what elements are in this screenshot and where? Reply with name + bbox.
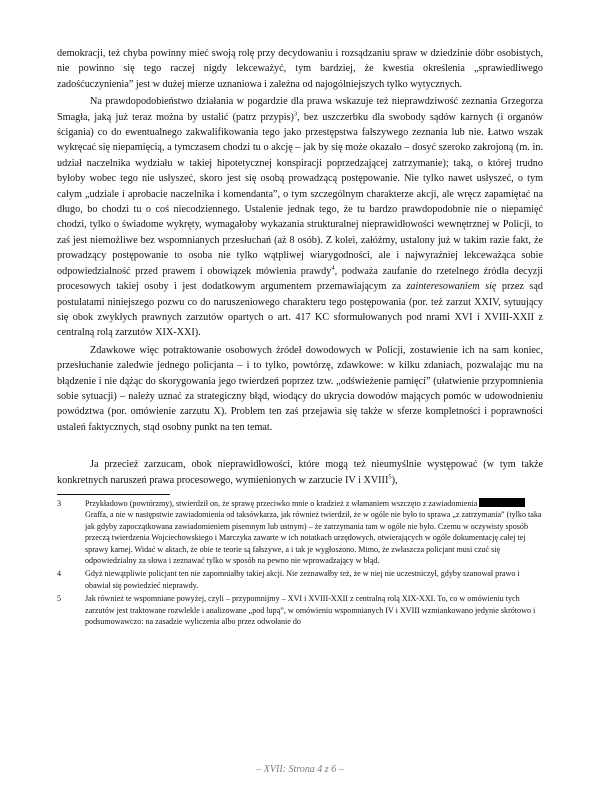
paragraph-2-text-b: , bez uszczerbku dla swobody sądów karnych (i organów ścigania) co do ewentualnego zakwalifikowania tego jako przestępstwa fałszywego zeznania lub nie. Łatwo wszak wykręcać się niepamięcią, a tymczasem chodzi tu o akcję – jak by się może okazało – dosyć szeroko zakrojoną (m. in. udział naczelnika wydziału w takiej hipotetycznej konspiracji poprzedzającej zatrzymanie); taką, o której trudno byłoby wobec tego nie usłyszeć, skoro jest się osobą prowadzącą postępowanie. Nie tylko nawet usłyszeć, o tym całym „udziale i aprobacie naczelnika i komendanta”, o tym szczególnym charakterze akcji, ale wręcz zapamiętać na długo, bo chodzi tu o coś niecodziennego. Ustalenie jednak tego, że tu bardzo prawdopodobnie nie o niepamięć chodzi, tylko o świadome wykręty, wymagałoby wykazania strukturalnej nieprawidłowości wewnętrznej w Policji, to zaś jest niemożliwe bez wspomnianych przesłuchań (aż 8 osób). Z kolei, załóżmy, ustalony już w takim razie fakt, że prowadzący postępowanie to osoba nie tylko wątpliwej wiarygodności, ale i najwyraźniej lekceważąca sobie odpowiedzialność przed prawem i obowiązek mówienia prawdy — [57, 111, 543, 277]
paragraph-4-text-b: ), — [391, 474, 398, 486]
paragraph-1 — [57, 46, 543, 92]
footnote-text: Przykładowo (powtórzmy), stwierdził on, że sprawę przeciwko mnie o kradzież z włamaniem wszczęto z zawiadomienia Graffa, a nie w następstwie zawiadomienia od taksówkarza, jak również twierdził, że w ogóle nie było to sprawa „z zatrzymania” (tylko taka jak gdyby zapoczątkowana zawiadomieniem pisemnym lub ustnym) – że zatrzymania tam w ogóle nie było. Czemu w oczywisty sposób przeczą twierdzenia Wojciechowskiego i Marczyka zawarte w ich notatkach urzędowych, otwierających w ogóle dokumentację całej tej sprawy karnej. Widać w aktach, że obie te teorie są fałszywe, a i tak je wygłoszono. Mimo, że zwłaszcza policjant musi czuć się odpowiedzialny za słowa i zeznawać tylko w sposób na pewno nie wprowadzający w błąd. — [85, 498, 542, 565]
paragraph-4 — [57, 457, 543, 488]
paragraph-2-text-c: , podważa zaufanie do rzetelnego źródła decyzji procesowych takiej osoby i jest dodatkowym argumentem przemawiającym za — [57, 265, 543, 293]
footnote-ref-3[interactable]: 3 — [293, 110, 298, 118]
paragraph-3 — [57, 343, 543, 435]
footnote-4 — [57, 568, 543, 591]
footnote-text: Jak również te wspomniane powyżej, czyli – przypomnijmy – XVI i XVIII-XXII z centralną rolą XIX-XXI. To, co w omówieniu tych zarzutów jest traktowane rozwlekle i analizowane „pod lupą”, w omówieniu wspomnianych IV i XVIII wzmiankowano jedynie skrótowo i podsumowawczo: na zasadzie wyliczenia albo przez odwołanie do — [85, 594, 536, 627]
footnote-ref-4[interactable]: 4 — [331, 264, 335, 272]
footnote-ref-5[interactable]: 5 — [388, 473, 392, 481]
paragraph-3-text: Zdawkowe więc potraktowanie osobowych źródeł dowodowych w Policji, zostawienie ich na sam koniec, przesłuchanie zaledwie jednego policjanta – i to tylko, powtórzę, zdawkowe: w kilku zdaniach, pozwalając mu na błądzenie i nie dążąc do skorygowania jego twierdzeń poprzez tzw. „odświeżenie pamięci” (ułatwienie przypomnienia sobie sytuacji) – należy uznać za strategiczny błąd, wiodący do ukrycia dowodów mających pomóc w udowodnieniu powództwa (por. omówienie zarzutu X). Problem ten zaś przejawia się także w sferze kompletności i poprawności ustaleń faktycznych, stąd osobny punkt na ten temat. — [57, 344, 543, 433]
page-footer: – XVII: Strona 4 z 6 – — [256, 764, 344, 775]
footnote-number: 5 — [57, 594, 62, 604]
paragraph-2-text-a: Na prawdopodobieństwo działania w pogardzie dla prawa wskazuje też nieprawdziwość zeznania Grzegorza Smagła, jaką już teraz można by ustalić (patrz przypis) — [57, 96, 543, 123]
footnote-separator — [57, 494, 170, 495]
paragraph-2-emphasis: zainteresowaniem się — [406, 281, 497, 293]
paragraph-2-text-d: przez sąd postulatami niniejszego pozwu co do naruszeniowego charakteru tego postępowania (por. też zarzut XXIV, sytuujący się obok zwykłych prawnych zarzutów opartych o art. 417 KC sformułowanych pod nrami XVI i XVIII-XXII z centralną rolą zarzutów XIX-XXI). — [57, 281, 544, 339]
paragraph-2 — [57, 94, 543, 341]
footnote-number: 4 — [57, 569, 62, 579]
paragraph-4-text-a: Ja przecież zarzucam, obok nieprawidłowości, które mogą też nieumyślnie występować (w tym także konkretnych naruszeń prawa procesowego, wymienionych w zarzucie IV i XVIII — [57, 459, 543, 486]
footnote-number: 3 — [57, 498, 62, 508]
footnote-5 — [57, 593, 543, 627]
footnote-3 — [57, 498, 543, 566]
redaction-bar — [479, 498, 525, 507]
paragraph-1-text: demokracji, też chyba powinny mieć swoją rolę przy decydowaniu i rozsądzaniu spraw w dziedzinie dóbr osobistych, nie powinno się tego raczej nigdy lekceważyć, tym bardziej, że kwestia określenia „sprawiedliwego zadośćuczynienia” jest w dużej mierze uznaniowa i zależna od najogólniejszych tylko wytycznych. — [57, 48, 543, 90]
footnote-text: Gdyż niewątpliwie policjant ten nie zapomniałby takiej akcji. Nie zeznawałby też, że w niej nie uczestniczył, gdyby szanował prawo i obawiał się powiedzieć nieprawdy. — [85, 569, 520, 590]
